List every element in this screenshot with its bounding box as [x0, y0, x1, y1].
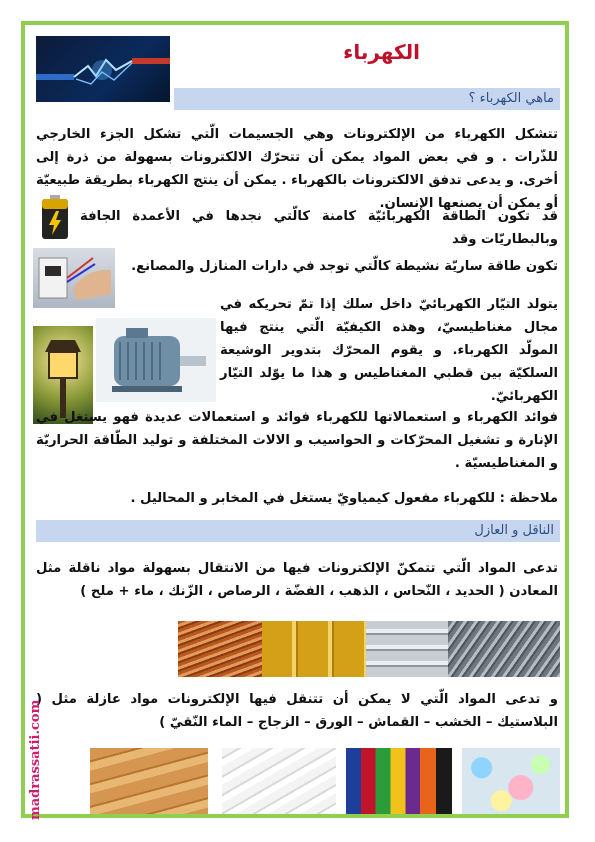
plastic-bottles-image [462, 748, 560, 814]
paragraph-definition: تتشكل الكهرباء من الإلكترونات وهي الجسيمات الّتي تشكل الجزء الخارجي للذّرات . و في بعض المواد يمكن أن تتحرّك الالكترونات بسهولة من ذرة إلى أخرى. و يدعى تدفق الالكترونات بالكهرباء . يمكن أن ينتج الكهرباء بطريقة طبيعيّة أو يمكن أن يصنعها الإنسان. [36, 127, 558, 211]
copper-wire-image [178, 621, 262, 677]
paragraph-uses: فوائد الكهرباء و استعمالاتها للكهرباء فوائد و استعمالات عديدة فهو يستغل في الإنارة و تشغيل المحرّكات و الحواسيب و الالات المختلفة و توليد الطّاقة الحراريّة و المغناطيسيّة . [36, 410, 558, 471]
paragraph-potential-energy: قد تكون الطاقة الكهربائيّة كامنة كالّتي نجدها في الأعمدة الجافة وبالبطاريّات وقد [80, 209, 558, 247]
paragraph-active-energy: تكون طاقة ساريّة نشيطة كالّتي توجد في دارات المنازل والمصانع. [131, 259, 558, 274]
paragraph-generator: يتولد التيّار الكهربائيّ داخل سلك إذا تمّ تحريكه في مجال مغناطيسيّ، وهذه الكيفيّة الّتي ينتج فيها المولّد الكهرباء. و يقوم المحرّك بتدوير الوشيعة السلكيّة بين قطبي المغناطيس و هذا ما يوّلد التيّار الكهربائيّ. [220, 297, 558, 404]
watermark [28, 620, 46, 820]
section-heading-what-is-electricity: ماهي الكهرباء ؟ [174, 88, 560, 110]
battery-image [38, 195, 72, 241]
socket-illustration [33, 248, 115, 308]
battery-icon [38, 195, 72, 241]
electric-spark-image [36, 36, 170, 102]
watermark-text: madrassatii.com [28, 699, 43, 820]
fabric-rolls-image [346, 748, 452, 814]
wooden-planks-image [90, 748, 208, 814]
gold-bars-image [262, 621, 366, 677]
paragraph-note: ملاحظة : للكهرباء مفعول كيمياويّ يستغل في المخابر و المحاليل . [130, 491, 558, 506]
paragraph-conductors: تدعى المواد الّتي تتمكنّ الإلكترونات فيها من الانتقال بسهولة مواد ناقلة مثل المعادن ( الحديد ، النّحاس ، الذهب ، الفضّة ، الرصاص ، الزّنك ، ماء + ملح ) [36, 561, 558, 599]
section-heading-conductor-insulator: الناقل و العازل [36, 520, 560, 542]
paragraph-insulators: و تدعى المواد الّتي لا يمكن أن تتنقل فيها الإلكترونات مواد عازلة مثل ( البلاستيك – الخشب – القماش – الورق – الزجاج – الماء النّقيّ ) [36, 692, 558, 730]
silver-ingots-image [366, 621, 448, 677]
paper-sheets-image [222, 748, 336, 814]
motor-illustration [96, 318, 216, 402]
socket-plug-image [33, 248, 115, 308]
spark-illustration [36, 36, 170, 102]
page-title: الكهرباء [343, 40, 420, 64]
steel-rods-image [448, 621, 560, 677]
electric-motor-image [96, 318, 216, 402]
